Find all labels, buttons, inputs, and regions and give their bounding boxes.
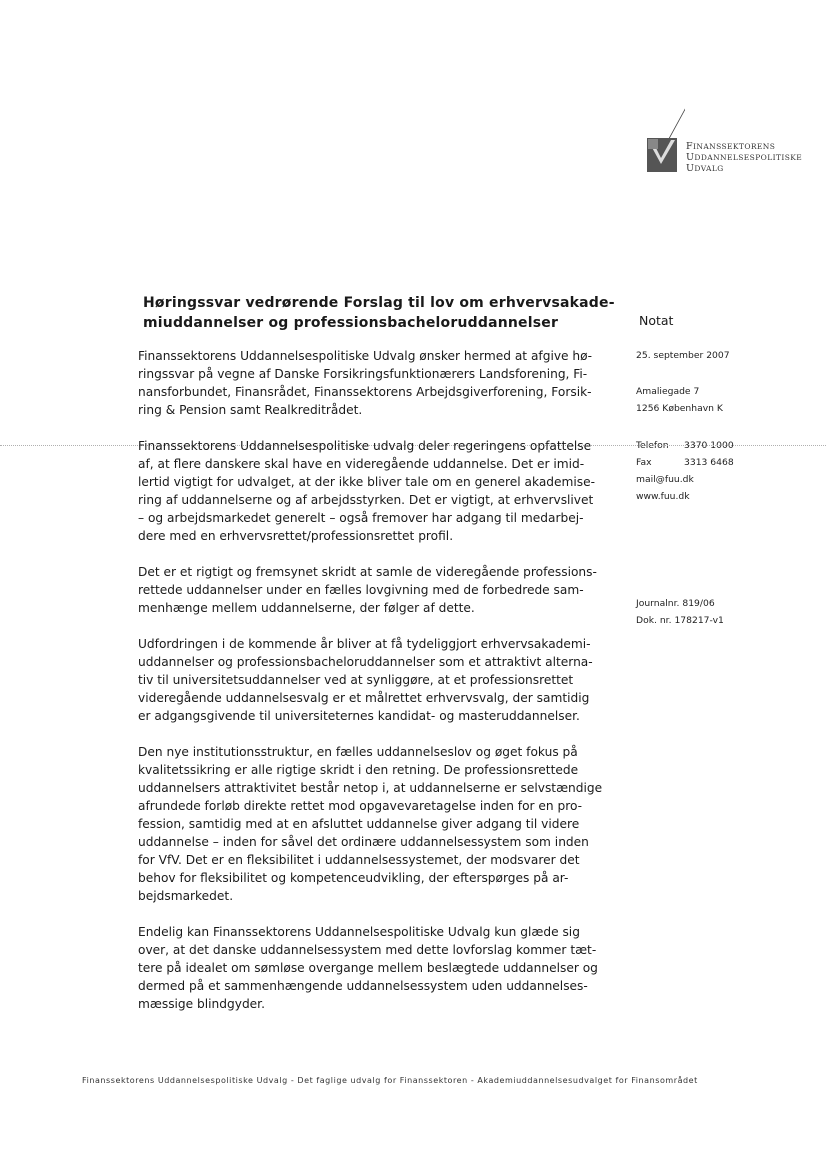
text-line: Det er et rigtigt og fremsynet skridt at samle de videregående professions- [138, 565, 597, 579]
document-body [138, 347, 603, 1031]
text-line: er adgangsgivende til universiteternes kandidat- og masteruddannelser. [138, 709, 580, 723]
document-type: Notat [639, 313, 674, 328]
text-line: lertid vigtigt for udvalget, at der ikke bliver tale om en generel akademise- [138, 475, 596, 489]
logo-line-2: UDDANNELSESPOLITISKE [686, 152, 803, 163]
text-line: menhænge mellem uddannelserne, der følger af dette. [138, 601, 475, 615]
contact-info [636, 437, 734, 505]
text-line: rettede uddannelser under en fælles lovgivning med de forbedrede sam- [138, 583, 584, 597]
text-line: behov for fleksibilitet og kompetenceudvikling, der efterspørges på ar- [138, 871, 569, 885]
text-line: – og arbejdsmarkedet generelt – også fremover har adgang til medarbej- [138, 511, 584, 525]
text-line: mæssige blindgyder. [138, 997, 265, 1011]
text-line: Finanssektorens Uddannelsespolitiske Udvalg ønsker hermed at afgive hø- [138, 349, 593, 363]
document-number: Dok. nr. 178217-v1 [636, 615, 724, 626]
organization-logo [645, 98, 815, 178]
check-mark-logo-icon [645, 98, 685, 178]
paragraph-6 [138, 923, 598, 1013]
phone-label: Telefon [636, 440, 669, 451]
phone-number: 3370 1000 [684, 440, 734, 451]
journal-number: Journalnr. 819/06 [636, 598, 715, 609]
document-title [143, 293, 613, 333]
logo-text [686, 141, 802, 174]
text-line: tiv til universitetsuddannelser ved at synliggøre, at et professionsrettet [138, 673, 574, 687]
text-line: Finanssektorens Uddannelsespolitiske udvalg deler regeringens opfattelse [138, 439, 592, 453]
title-line-1: Høringssvar vedrørende Forslag til lov om erhvervsakade- [143, 295, 615, 311]
text-line: Endelig kan Finanssektorens Uddannelsespolitiske Udvalg kun glæde sig [138, 925, 580, 939]
email-address: mail@fuu.dk [636, 474, 694, 485]
text-line: uddannelse – inden for såvel det ordinære uddannelsessystem som inden [138, 835, 589, 849]
paragraph-3 [138, 563, 598, 617]
text-line: uddannelsers attraktivitet består netop i, at uddannelserne er selvstændige [138, 781, 603, 795]
text-line: afrundede forløb direkte rettet mod opgavevaretagelse inden for en pro- [138, 799, 583, 813]
document-date: 25. september 2007 [636, 350, 730, 361]
text-line: ring af uddannelserne og af arbejdsstyrken. Det er vigtigt, at erhvervslivet [138, 493, 594, 507]
page-footer: Finanssektorens Uddannelsespolitiske Udvalg - Det faglige udvalg for Finanssektoren - Akademiuddannelsesudvalget for Finansområdet [82, 1076, 698, 1085]
paragraph-1 [138, 347, 598, 419]
title-line-2: miuddannelser og professionsbacheloruddannelser [143, 315, 559, 331]
text-line: nansforbundet, Finansrådet, Finanssektorens Arbejdsgiverforening, Forsik- [138, 385, 592, 399]
fax-number: 3313 6468 [684, 457, 734, 468]
text-line: Udfordringen i de kommende år bliver at få tydeliggjort erhvervsakademi- [138, 637, 591, 651]
paragraph-4 [138, 635, 598, 725]
text-line: dere med en erhvervsrettet/professionsrettet profil. [138, 529, 454, 543]
text-line: videregående uddannelsesvalg er et målrettet erhvervsvalg, der samtidig [138, 691, 590, 705]
reference-numbers [636, 595, 724, 629]
text-line: fession, samtidig med at en afsluttet uddannelse giver adgang til videre [138, 817, 580, 831]
logo-line-1: FINANSSEKTORENS [686, 141, 776, 152]
address-city: 1256 København K [636, 403, 723, 414]
text-line: for VfV. Det er en fleksibilitet i uddannelsessystemet, der modsvarer det [138, 853, 580, 867]
paragraph-2 [138, 437, 598, 545]
text-line: ringssvar på vegne af Danske Forsikringsfunktionærers Landsforening, Fi- [138, 367, 588, 381]
sender-address [636, 383, 723, 417]
fax-row [636, 454, 734, 471]
text-line: Den nye institutionsstruktur, en fælles uddannelseslov og øget fokus på [138, 745, 578, 759]
address-street: Amaliegade 7 [636, 386, 700, 397]
text-line: ring & Pension samt Realkreditrådet. [138, 403, 363, 417]
text-line: uddannelser og professionsbacheloruddannelser som et attraktivt alterna- [138, 655, 593, 669]
text-line: af, at flere danskere skal have en videregående uddannelse. Det er imid- [138, 457, 585, 471]
paragraph-5 [138, 743, 603, 905]
website-address: www.fuu.dk [636, 491, 690, 502]
logo-line-3: UDVALG [686, 163, 724, 174]
text-line: over, at det danske uddannelsessystem med dette lovforslag kommer tæt- [138, 943, 597, 957]
text-line: kvalitetssikring er alle rigtige skridt i den retning. De professionsrettede [138, 763, 579, 777]
text-line: tere på idealet om sømløse overgange mellem beslægtede uddannelser og [138, 961, 598, 975]
fax-label: Fax [636, 457, 652, 468]
text-line: dermed på et sammenhængende uddannelsessystem uden uddannelses- [138, 979, 588, 993]
text-line: bejdsmarkedet. [138, 889, 234, 903]
